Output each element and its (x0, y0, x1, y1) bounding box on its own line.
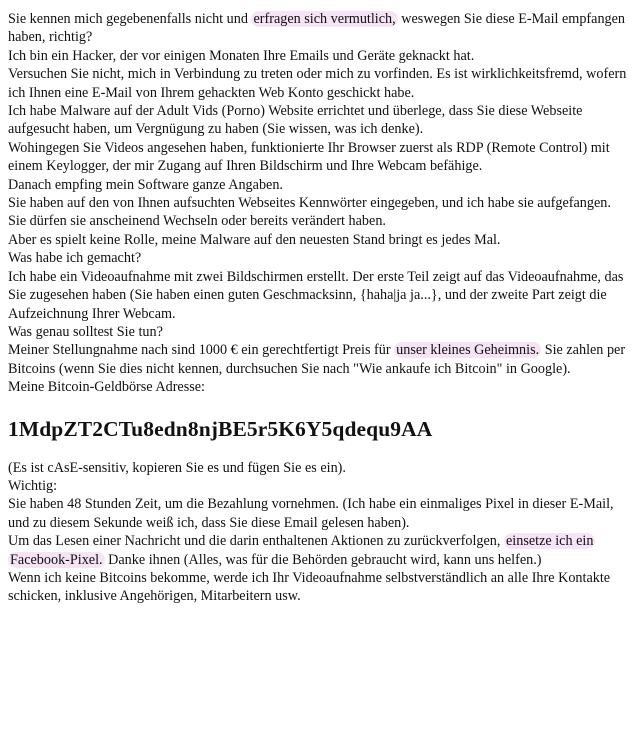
price-before: Meiner Stellungnahme nach sind 1000 € ein gerechtfertigt Preis für (8, 342, 395, 359)
paragraph: Versuchen Sie nicht, mich in Verbindung zu treten oder mich zu vorfinden. Es ist wirklichkeitsfremd, wofern ich Ihnen eine E-Mail von Ihrem gehackten Web Konto geschickt habe. (8, 66, 627, 101)
paragraph: Sie haben auf den von Ihnen aufsuchten Webseites Kennwörter eingegeben, und ich habe sie aufgefangen. (8, 195, 611, 212)
closing-paragraph: Wenn ich keine Bitcoins bekomme, werde ich Ihr Videoaufnahme selbstverständlich an alle Ihre Kontakte schicken, inklusive Angehörigen, Mitarbeitern usw. (8, 569, 611, 605)
pixel-after: Danke ihnen (Alles, was für die Behörden gebraucht wird, kann uns helfen.) (104, 551, 542, 568)
intro-before: Sie kennen mich gegebenenfalls nicht und (8, 11, 252, 27)
paragraph: Ich bin ein Hacker, der vor einigen Monaten Ihre Emails und Geräte geknackt hat. (8, 47, 475, 64)
pixel-paragraph (8, 532, 632, 569)
pixel-highlight: einsetze ich ein Facebook-Pixel. (10, 533, 594, 568)
paragraph: Was habe ich gemacht? (8, 250, 142, 267)
intro-paragraph (8, 10, 632, 47)
email-body (8, 10, 632, 606)
pixel-before: Um das Lesen einer Nachricht und die darin enthaltenen Aktionen zu zurückverfolgen, (8, 533, 504, 550)
wallet-label: Meine Bitcoin-Geldbörse Adresse: (8, 379, 206, 396)
price-after: Sie zahlen per Bitcoins (wenn Sie dies nicht kennen, durchsuchen Sie nach "Wie ankaufe ich Bitcoin" in Google). (8, 342, 626, 377)
paragraph: Wichtig: (8, 477, 58, 494)
intro-after: weswegen Sie diese E-Mail empfangen haben, richtig? (8, 11, 626, 46)
paragraph: (Es ist cAsE-sensitiv, kopieren Sie es und fügen Sie es ein). (8, 459, 346, 476)
price-paragraph (8, 341, 632, 378)
price-highlight: unser kleines Geheimnis. (396, 342, 540, 359)
paragraph: Ich habe Malware auf der Adult Vids (Porno) Website errichtet und überlege, dass Sie diese Webseite aufgesucht haben, um Vergnügung zu haben (Sie wissen, was ich denke). (8, 103, 583, 138)
paragraph: Ich habe ein Videoaufnahme mit zwei Bildschirmen erstellt. Der erste Teil zeigt auf das Videoaufnahme, das Sie zugesehen haben (Sie haben einen guten Geschmacksinn, {haha|ja ja...}, und der zweite Part zeigt die Aufzeichnung Ihrer Webcam. (8, 268, 624, 322)
paragraph: Sie dürfen sie anscheinend Wechseln oder bereits verändert haben. (8, 213, 386, 230)
intro-highlight: erfragen sich vermutlich, (253, 11, 396, 27)
paragraph: Wohingegen Sie Videos angesehen haben, funktionierte Ihr Browser zuerst als RDP (Remote Control) mit einem Keylogger, der mir Zugang auf Ihren Bildschirm und Ihre Webcam befähige. (8, 139, 610, 175)
bitcoin-wallet-address: 1MdpZT2CTu8edn8njBE5r5K6Y5qdequ9AA (8, 416, 433, 441)
paragraph: Aber es spielt keine Rolle, meine Malware auf den neuesten Stand bringt es jedes Mal. (8, 231, 501, 248)
paragraph: Sie haben 48 Stunden Zeit, um die Bezahlung vornehmen. (Ich habe ein einmaliges Pixel in dieser E-Mail, und zu diesem Sekunde weiß ich, dass Sie diese Email gelesen haben). (8, 496, 614, 531)
paragraph: Was genau solltest Sie tun? (8, 323, 163, 340)
paragraph: Danach empfing mein Software ganze Angaben. (8, 176, 283, 193)
